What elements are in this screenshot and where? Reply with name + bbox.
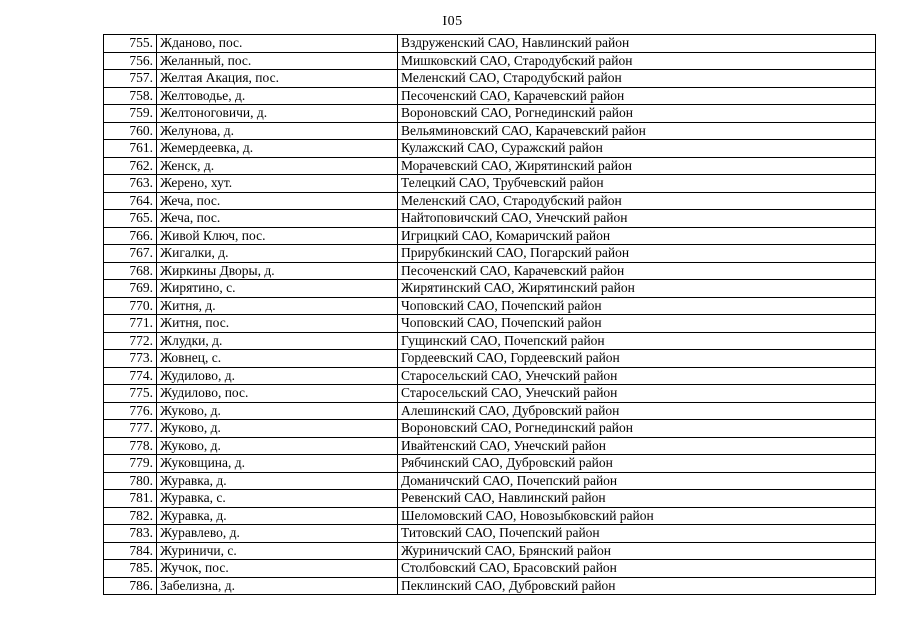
row-number: 775. — [104, 385, 157, 403]
settlement-name: Житня, д. — [157, 297, 398, 315]
settlement-name: Желунова, д. — [157, 122, 398, 140]
settlement-name: Жеча, пос. — [157, 210, 398, 228]
administrative-unit: Меленский САО, Стародубский район — [398, 192, 876, 210]
row-number: 783. — [104, 525, 157, 543]
row-number: 758. — [104, 87, 157, 105]
table-row — [104, 385, 876, 403]
settlement-name: Желтоноговичи, д. — [157, 105, 398, 123]
table-row — [104, 367, 876, 385]
row-number: 771. — [104, 315, 157, 333]
administrative-unit: Игрицкий САО, Комаричский район — [398, 227, 876, 245]
settlement-name: Жемердеевка, д. — [157, 140, 398, 158]
administrative-unit: Кулажский САО, Суражский район — [398, 140, 876, 158]
table-row — [104, 297, 876, 315]
table-row — [104, 122, 876, 140]
settlement-name: Желтоводье, д. — [157, 87, 398, 105]
settlement-name: Житня, пос. — [157, 315, 398, 333]
administrative-unit: Найтоповичский САО, Унечский район — [398, 210, 876, 228]
administrative-unit: Прирубкинский САО, Погарский район — [398, 245, 876, 263]
settlement-name: Жуково, д. — [157, 402, 398, 420]
settlement-name: Жирятино, с. — [157, 280, 398, 298]
administrative-unit: Титовский САО, Почепский район — [398, 525, 876, 543]
administrative-unit: Мишковский САО, Стародубский район — [398, 52, 876, 70]
settlement-name: Забелизна, д. — [157, 577, 398, 595]
row-number: 767. — [104, 245, 157, 263]
row-number: 755. — [104, 35, 157, 53]
row-number: 782. — [104, 507, 157, 525]
table-row — [104, 262, 876, 280]
administrative-unit: Гордеевский САО, Гордеевский район — [398, 350, 876, 368]
row-number: 762. — [104, 157, 157, 175]
administrative-unit: Доманичский САО, Почепский район — [398, 472, 876, 490]
table-row — [104, 192, 876, 210]
table-row — [104, 455, 876, 473]
administrative-unit: Вельяминовский САО, Карачевский район — [398, 122, 876, 140]
row-number: 786. — [104, 577, 157, 595]
table-row — [104, 105, 876, 123]
administrative-unit: Чоповский САО, Почепский район — [398, 315, 876, 333]
settlement-name: Жданово, пос. — [157, 35, 398, 53]
row-number: 784. — [104, 542, 157, 560]
table-row — [104, 227, 876, 245]
table-row — [104, 70, 876, 88]
row-number: 777. — [104, 420, 157, 438]
table-row — [104, 402, 876, 420]
settlement-name: Журавка, с. — [157, 490, 398, 508]
row-number: 763. — [104, 175, 157, 193]
administrative-unit: Вздруженский САО, Навлинский район — [398, 35, 876, 53]
table-row — [104, 245, 876, 263]
row-number: 757. — [104, 70, 157, 88]
administrative-unit: Ревенский САО, Навлинский район — [398, 490, 876, 508]
row-number: 768. — [104, 262, 157, 280]
administrative-unit: Рябчинский САО, Дубровский район — [398, 455, 876, 473]
row-number: 765. — [104, 210, 157, 228]
administrative-unit: Алешинский САО, Дубровский район — [398, 402, 876, 420]
settlement-name: Жерено, хут. — [157, 175, 398, 193]
row-number: 764. — [104, 192, 157, 210]
table-row — [104, 507, 876, 525]
administrative-unit: Гущинский САО, Почепский район — [398, 332, 876, 350]
administrative-unit: Журиничский САО, Брянский район — [398, 542, 876, 560]
settlement-name: Желанный, пос. — [157, 52, 398, 70]
settlement-name: Жиркины Дворы, д. — [157, 262, 398, 280]
page-number: I05 — [442, 14, 463, 29]
settlement-name: Живой Ключ, пос. — [157, 227, 398, 245]
row-number: 759. — [104, 105, 157, 123]
administrative-unit: Песоченский САО, Карачевский район — [398, 262, 876, 280]
table-row — [104, 35, 876, 53]
settlement-name: Жовнец, с. — [157, 350, 398, 368]
table-row — [104, 542, 876, 560]
table-row — [104, 315, 876, 333]
row-number: 778. — [104, 437, 157, 455]
administrative-unit: Жирятинский САО, Жирятинский район — [398, 280, 876, 298]
table-row — [104, 560, 876, 578]
settlement-name: Жуковщина, д. — [157, 455, 398, 473]
settlement-name: Жеча, пос. — [157, 192, 398, 210]
row-number: 766. — [104, 227, 157, 245]
settlement-name: Жудилово, д. — [157, 367, 398, 385]
row-number: 779. — [104, 455, 157, 473]
row-number: 773. — [104, 350, 157, 368]
administrative-unit: Столбовский САО, Брасовский район — [398, 560, 876, 578]
row-number: 769. — [104, 280, 157, 298]
settlement-name: Жуково, д. — [157, 437, 398, 455]
settlement-name: Журавлево, д. — [157, 525, 398, 543]
administrative-unit: Вороновский САО, Рогнединский район — [398, 420, 876, 438]
table-row — [104, 350, 876, 368]
administrative-unit: Вороновский САО, Рогнединский район — [398, 105, 876, 123]
table-row — [104, 332, 876, 350]
table-row — [104, 472, 876, 490]
table-row — [104, 525, 876, 543]
settlement-name: Журиничи, с. — [157, 542, 398, 560]
row-number: 772. — [104, 332, 157, 350]
settlement-name: Женск, д. — [157, 157, 398, 175]
settlement-table — [103, 34, 876, 595]
table-row — [104, 280, 876, 298]
settlement-name: Журавка, д. — [157, 472, 398, 490]
table-row — [104, 420, 876, 438]
table-row — [104, 52, 876, 70]
row-number: 770. — [104, 297, 157, 315]
row-number: 785. — [104, 560, 157, 578]
settlement-name: Жигалки, д. — [157, 245, 398, 263]
table-row — [104, 157, 876, 175]
settlement-name: Жучок, пос. — [157, 560, 398, 578]
table-row — [104, 140, 876, 158]
administrative-unit: Старосельский САО, Унечский район — [398, 385, 876, 403]
row-number: 756. — [104, 52, 157, 70]
administrative-unit: Телецкий САО, Трубчевский район — [398, 175, 876, 193]
table-row — [104, 210, 876, 228]
administrative-unit: Ивайтенский САО, Унечский район — [398, 437, 876, 455]
row-number: 761. — [104, 140, 157, 158]
settlement-name: Журавка, д. — [157, 507, 398, 525]
table-row — [104, 175, 876, 193]
administrative-unit: Морачевский САО, Жирятинский район — [398, 157, 876, 175]
administrative-unit: Меленский САО, Стародубский район — [398, 70, 876, 88]
administrative-unit: Чоповский САО, Почепский район — [398, 297, 876, 315]
table-row — [104, 437, 876, 455]
settlement-name: Жудилово, пос. — [157, 385, 398, 403]
administrative-unit: Песоченский САО, Карачевский район — [398, 87, 876, 105]
administrative-unit: Пеклинский САО, Дубровский район — [398, 577, 876, 595]
administrative-unit: Шеломовский САО, Новозыбковский район — [398, 507, 876, 525]
row-number: 776. — [104, 402, 157, 420]
row-number: 781. — [104, 490, 157, 508]
settlement-table-body — [104, 35, 876, 595]
settlement-name: Жлудки, д. — [157, 332, 398, 350]
table-row — [104, 490, 876, 508]
settlement-name: Желтая Акация, пос. — [157, 70, 398, 88]
row-number: 774. — [104, 367, 157, 385]
table-row — [104, 87, 876, 105]
table-row — [104, 577, 876, 595]
settlement-name: Жуково, д. — [157, 420, 398, 438]
row-number: 760. — [104, 122, 157, 140]
row-number: 780. — [104, 472, 157, 490]
administrative-unit: Старосельский САО, Унечский район — [398, 367, 876, 385]
